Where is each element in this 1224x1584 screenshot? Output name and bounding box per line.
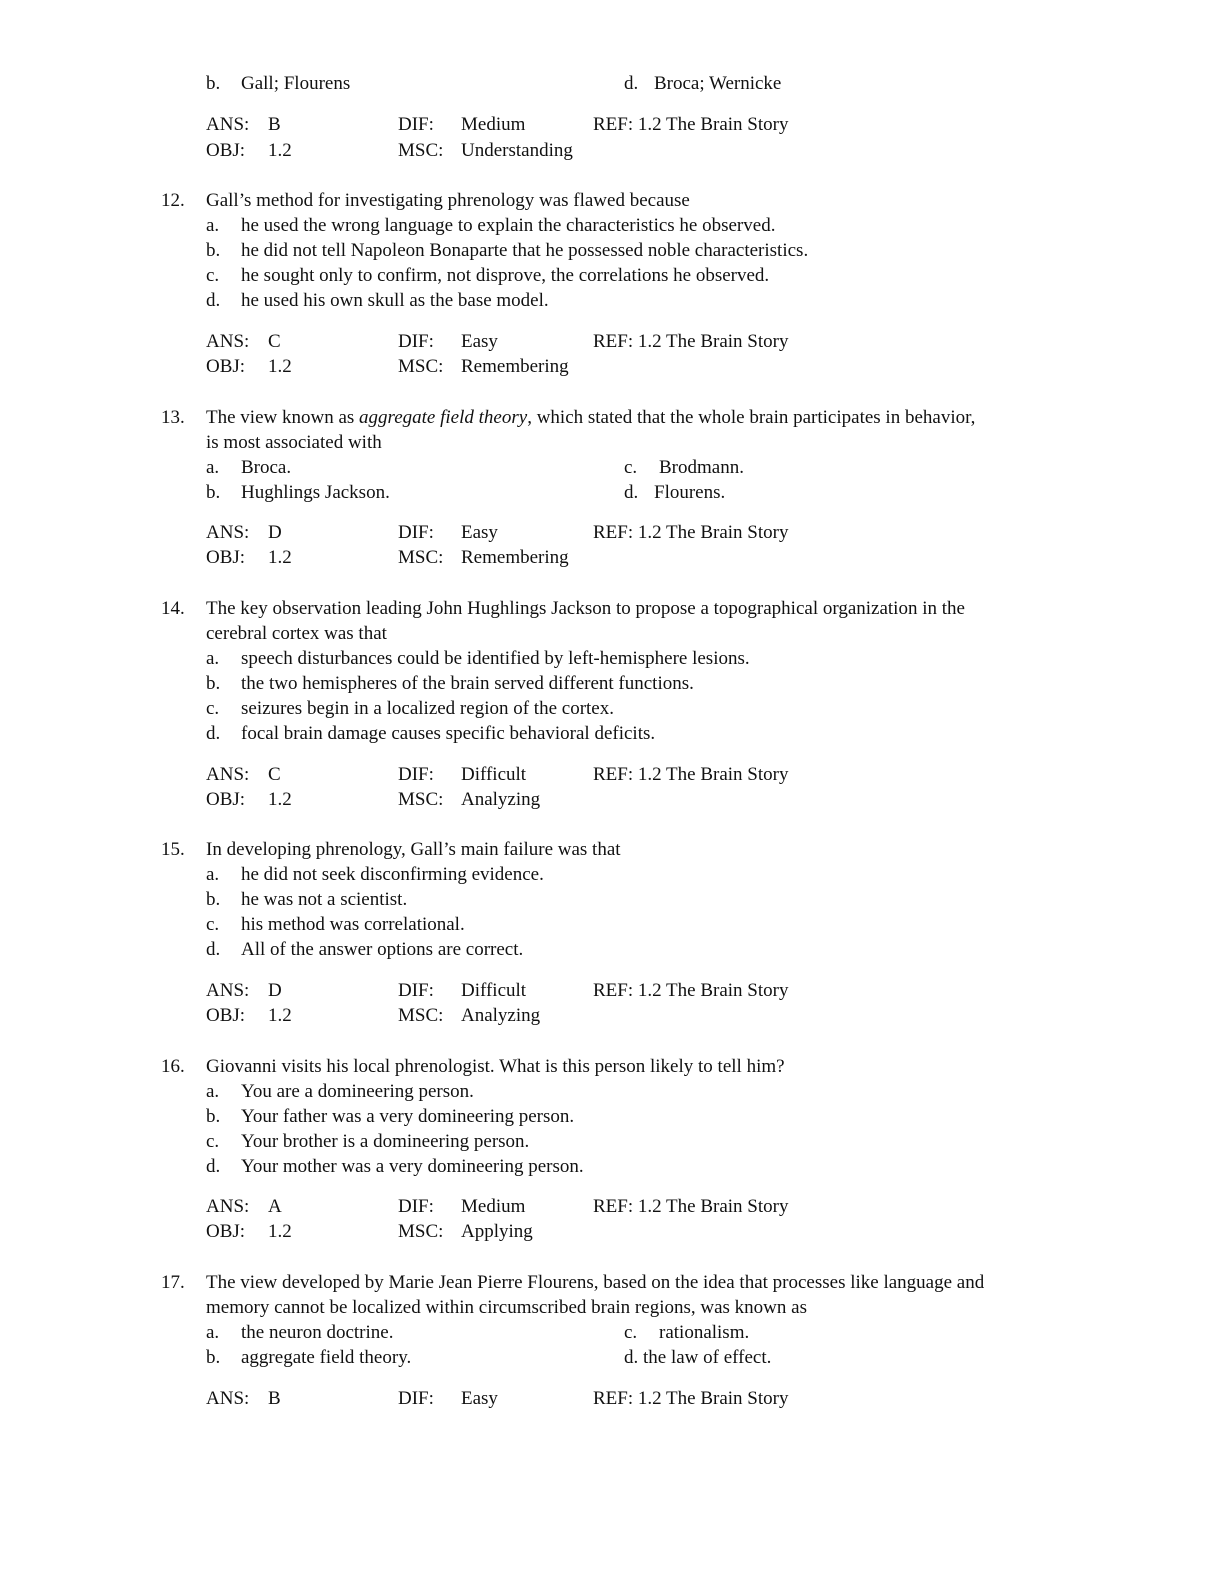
option-text: the two hemispheres of the brain served different functions. bbox=[241, 673, 694, 694]
option-text: d. the law of effect. bbox=[624, 1347, 772, 1368]
question-number: 17. bbox=[161, 1272, 185, 1293]
obj-label: OBJ: bbox=[206, 356, 246, 377]
msc-value: Applying bbox=[461, 1221, 533, 1242]
emphasized-term: aggregate field theory bbox=[359, 407, 528, 428]
option-text: You are a domineering person. bbox=[241, 1081, 474, 1102]
ans-value: A bbox=[268, 1196, 282, 1217]
option-letter: d. bbox=[624, 482, 639, 503]
question-number: 13. bbox=[161, 407, 185, 428]
obj-label: OBJ: bbox=[206, 140, 246, 161]
ans-value: B bbox=[268, 114, 281, 135]
option-text: Your brother is a domineering person. bbox=[241, 1131, 530, 1152]
ref-value: REF: 1.2 The Brain Story bbox=[593, 764, 789, 785]
option-text: aggregate field theory. bbox=[241, 1347, 412, 1368]
ans-value: C bbox=[268, 331, 281, 352]
question-stem-cont: memory cannot be localized within circumscribed brain regions, was known as bbox=[206, 1297, 807, 1318]
option-letter: d. bbox=[206, 1156, 221, 1177]
ans-value: D bbox=[268, 980, 282, 1001]
msc-value: Analyzing bbox=[461, 789, 541, 810]
msc-value: Understanding bbox=[461, 140, 573, 161]
option-text: Hughlings Jackson. bbox=[241, 482, 390, 503]
option-text: focal brain damage causes specific behavioral deficits. bbox=[241, 723, 656, 744]
option-letter: d. bbox=[206, 723, 221, 744]
option-letter: b. bbox=[206, 482, 221, 503]
ref-value: REF: 1.2 The Brain Story bbox=[593, 522, 789, 543]
option-letter: c. bbox=[206, 1131, 220, 1152]
option-letter: b. bbox=[206, 673, 221, 694]
ans-value: B bbox=[268, 1388, 281, 1409]
option-letter: a. bbox=[206, 864, 220, 885]
obj-value: 1.2 bbox=[268, 547, 292, 568]
ref-value: REF: 1.2 The Brain Story bbox=[593, 1388, 789, 1409]
ref-value: REF: 1.2 The Brain Story bbox=[593, 331, 789, 352]
option-text: All of the answer options are correct. bbox=[241, 939, 524, 960]
option-letter: d. bbox=[624, 73, 639, 94]
obj-label: OBJ: bbox=[206, 1221, 246, 1242]
option-text: he used the wrong language to explain the characteristics he observed. bbox=[241, 215, 776, 236]
option-text: Broca; Wernicke bbox=[654, 73, 782, 94]
ref-value: REF: 1.2 The Brain Story bbox=[593, 114, 789, 135]
msc-label: MSC: bbox=[398, 140, 444, 161]
obj-value: 1.2 bbox=[268, 789, 292, 810]
ans-value: C bbox=[268, 764, 281, 785]
option-letter: d. bbox=[206, 939, 221, 960]
msc-label: MSC: bbox=[398, 356, 444, 377]
option-letter: a. bbox=[206, 1322, 220, 1343]
option-letter: c. bbox=[206, 698, 220, 719]
dif-label: DIF: bbox=[398, 980, 434, 1001]
dif-value: Medium bbox=[461, 114, 526, 135]
question-number: 16. bbox=[161, 1056, 185, 1077]
dif-label: DIF: bbox=[398, 331, 434, 352]
option-text: Your mother was a very domineering person. bbox=[241, 1156, 584, 1177]
option-text: he did not tell Napoleon Bonaparte that he possessed noble characteristics. bbox=[241, 240, 809, 261]
msc-label: MSC: bbox=[398, 547, 444, 568]
question-number: 15. bbox=[161, 839, 185, 860]
option-text: his method was correlational. bbox=[241, 914, 465, 935]
obj-label: OBJ: bbox=[206, 789, 246, 810]
question-stem-cont: cerebral cortex was that bbox=[206, 623, 387, 644]
ref-value: REF: 1.2 The Brain Story bbox=[593, 980, 789, 1001]
option-text: he did not seek disconfirming evidence. bbox=[241, 864, 544, 885]
dif-value: Easy bbox=[461, 1388, 498, 1409]
option-text: Flourens. bbox=[654, 482, 726, 503]
option-letter: a. bbox=[206, 215, 220, 236]
ans-label: ANS: bbox=[206, 764, 250, 785]
option-letter: a. bbox=[206, 457, 220, 478]
question-stem: The view developed by Marie Jean Pierre Flourens, based on the idea that processes like language and bbox=[206, 1272, 985, 1293]
option-letter: a. bbox=[206, 648, 220, 669]
question-number: 12. bbox=[161, 190, 185, 211]
obj-value: 1.2 bbox=[268, 1005, 292, 1026]
option-letter: b. bbox=[206, 889, 221, 910]
question-stem: In developing phrenology, Gall’s main failure was that bbox=[206, 839, 621, 860]
option-letter: c. bbox=[206, 914, 220, 935]
option-letter: b. bbox=[206, 240, 221, 261]
obj-value: 1.2 bbox=[268, 1221, 292, 1242]
option-letter: a. bbox=[206, 1081, 220, 1102]
obj-label: OBJ: bbox=[206, 1005, 246, 1026]
question-number: 14. bbox=[161, 598, 185, 619]
ans-label: ANS: bbox=[206, 522, 250, 543]
dif-value: Difficult bbox=[461, 764, 527, 785]
msc-label: MSC: bbox=[398, 789, 444, 810]
question-stem: The view known as aggregate field theory, which stated that the whole brain participates in behavior, bbox=[206, 407, 976, 428]
option-text: Your father was a very domineering person. bbox=[241, 1106, 575, 1127]
dif-value: Easy bbox=[461, 522, 498, 543]
obj-value: 1.2 bbox=[268, 356, 292, 377]
option-text: rationalism. bbox=[659, 1322, 750, 1343]
obj-value: 1.2 bbox=[268, 140, 292, 161]
msc-value: Remembering bbox=[461, 356, 569, 377]
question-stem: Gall’s method for investigating phrenology was flawed because bbox=[206, 190, 690, 211]
ans-label: ANS: bbox=[206, 1388, 250, 1409]
ans-label: ANS: bbox=[206, 331, 250, 352]
ref-value: REF: 1.2 The Brain Story bbox=[593, 1196, 789, 1217]
msc-label: MSC: bbox=[398, 1221, 444, 1242]
option-letter: b. bbox=[206, 1106, 221, 1127]
dif-value: Difficult bbox=[461, 980, 527, 1001]
ans-label: ANS: bbox=[206, 1196, 250, 1217]
question-stem: Giovanni visits his local phrenologist. What is this person likely to tell him? bbox=[206, 1056, 785, 1077]
dif-label: DIF: bbox=[398, 1196, 434, 1217]
obj-label: OBJ: bbox=[206, 547, 246, 568]
dif-label: DIF: bbox=[398, 114, 434, 135]
option-letter: c. bbox=[206, 265, 220, 286]
dif-value: Easy bbox=[461, 331, 498, 352]
msc-value: Analyzing bbox=[461, 1005, 541, 1026]
msc-value: Remembering bbox=[461, 547, 569, 568]
option-letter: c. bbox=[624, 457, 638, 478]
option-text: Gall; Flourens bbox=[241, 73, 351, 94]
question-stem-cont: is most associated with bbox=[206, 432, 382, 453]
option-letter: d. bbox=[206, 290, 221, 311]
option-text: speech disturbances could be identified by left-hemisphere lesions. bbox=[241, 648, 750, 669]
ans-label: ANS: bbox=[206, 980, 250, 1001]
ans-value: D bbox=[268, 522, 282, 543]
option-text: Broca. bbox=[241, 457, 292, 478]
option-text: Brodmann. bbox=[659, 457, 744, 478]
option-letter: b. bbox=[206, 1347, 221, 1368]
dif-label: DIF: bbox=[398, 764, 434, 785]
dif-label: DIF: bbox=[398, 522, 434, 543]
option-text: he used his own skull as the base model. bbox=[241, 290, 549, 311]
option-letter: b. bbox=[206, 73, 221, 94]
option-text: he was not a scientist. bbox=[241, 889, 408, 910]
msc-label: MSC: bbox=[398, 1005, 444, 1026]
ans-label: ANS: bbox=[206, 114, 250, 135]
dif-value: Medium bbox=[461, 1196, 526, 1217]
question-stem: The key observation leading John Hughlings Jackson to propose a topographical organization in the bbox=[206, 598, 965, 619]
option-text: he sought only to confirm, not disprove, the correlations he observed. bbox=[241, 265, 770, 286]
option-text: the neuron doctrine. bbox=[241, 1322, 394, 1343]
option-text: seizures begin in a localized region of the cortex. bbox=[241, 698, 614, 719]
option-letter: c. bbox=[624, 1322, 638, 1343]
dif-label: DIF: bbox=[398, 1388, 434, 1409]
